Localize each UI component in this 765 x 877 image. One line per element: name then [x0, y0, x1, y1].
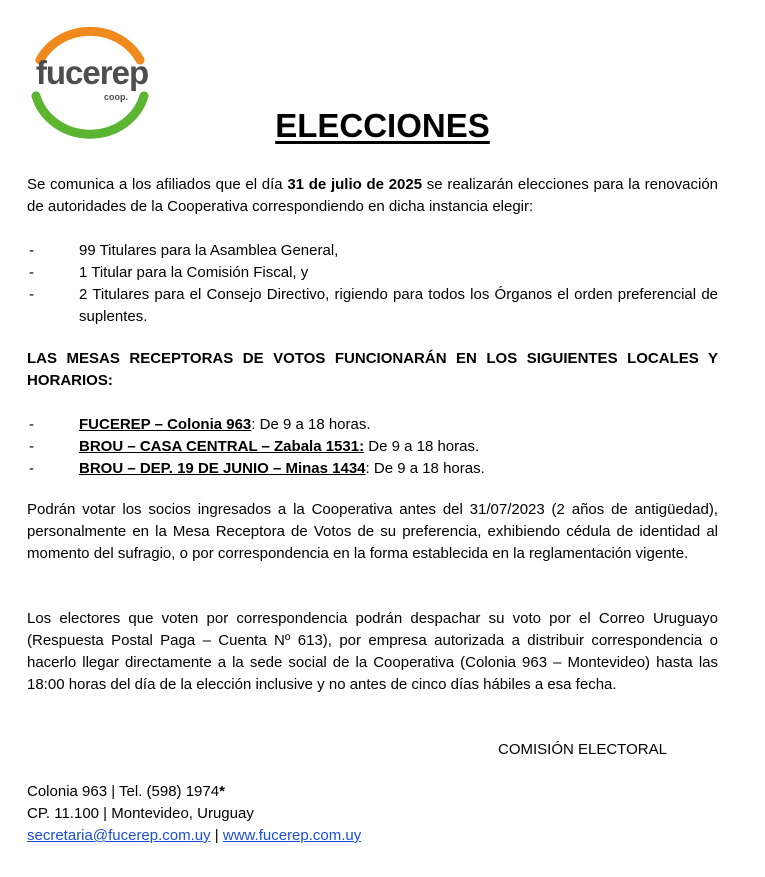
- logo-subtitle: coop.: [104, 92, 128, 102]
- mail-voting-paragraph: Los electores que voten por correspondencia podrán despachar su voto por el Correo Uruguayo (Respuesta Postal Paga – Cuenta Nº 613), por empresa autorizada a distribuir correspondencia o hacerlo llegar directamente a la sede social de la Cooperativa (Colonia 963 – Montevideo) hasta las 18:00 horas del día de la elección inclusive y no antes de cinco días hábiles a esa fecha.: [27, 610, 718, 693]
- list-item: - 2 Titulares para el Consejo Directivo, rigiendo para todos los Órganos el orden preferencial de suplentes.: [27, 284, 718, 328]
- list-item: [27, 414, 718, 436]
- location-hours: De 9 a 18 horas.: [255, 416, 371, 433]
- list-item: [27, 436, 718, 458]
- voting-paragraph: Podrán votar los socios ingresados a la Cooperativa antes del 31/07/2023 (2 años de antigüedad), personalmente en la Mesa Receptora de Votos de su preferencia, exhibiendo cédula de identidad al momento del sufragio, o por correspondencia en la forma establecida en la reglamentación vigente.: [27, 501, 718, 562]
- page-title: ELECCIONES: [275, 107, 490, 144]
- list-item: - 99 Titulares para la Asamblea General,: [27, 240, 718, 262]
- signature: COMISIÓN ELECTORAL: [498, 741, 667, 758]
- footer-links-line: [27, 825, 361, 847]
- footer-postal-line: CP. 11.100 | Montevideo, Uruguay: [27, 805, 254, 822]
- intro-paragraph: [27, 174, 718, 218]
- footer-contact: [27, 781, 361, 847]
- email-link[interactable]: secretaria@fucerep.com.uy: [27, 827, 211, 844]
- locations-heading: LAS MESAS RECEPTORAS DE VOTOS FUNCIONARÁN EN LOS SIGUIENTES LOCALES Y HORARIOS:: [27, 350, 718, 389]
- location-hours: De 9 a 18 horas.: [369, 460, 485, 477]
- location-name: BROU – DEP. 19 DE JUNIO – Minas 1434: [79, 460, 366, 477]
- list-item: - 1 Titular para la Comisión Fiscal, y: [27, 262, 718, 284]
- website-link[interactable]: www.fucerep.com.uy: [222, 827, 362, 844]
- footer-address-text: Colonia 963 | Tel. (598) 1974: [27, 783, 220, 800]
- footer-address-line: [27, 781, 361, 803]
- location-hours: De 9 a 18 horas.: [364, 438, 480, 455]
- locations-list: [27, 414, 718, 480]
- location-separator: :: [251, 416, 256, 433]
- list-item: [27, 458, 718, 480]
- positions-list: [27, 240, 718, 328]
- election-date: 31 de julio de 2025: [287, 176, 423, 193]
- location-name: FUCEREP – Colonia 963: [79, 416, 252, 433]
- intro-text-after: se realizarán elecciones para la renovación de autoridades de la Cooperativa correspondiendo en dicha instancia elegir:: [27, 176, 719, 215]
- footer-star: *: [219, 783, 225, 800]
- intro-text-before: Se comunica a los afiliados que el día: [27, 176, 288, 193]
- footer-separator: |: [210, 827, 223, 844]
- location-separator: :: [365, 460, 370, 477]
- logo-wordmark: fucerep: [35, 54, 149, 91]
- location-name: BROU – CASA CENTRAL – Zabala 1531:: [79, 438, 365, 455]
